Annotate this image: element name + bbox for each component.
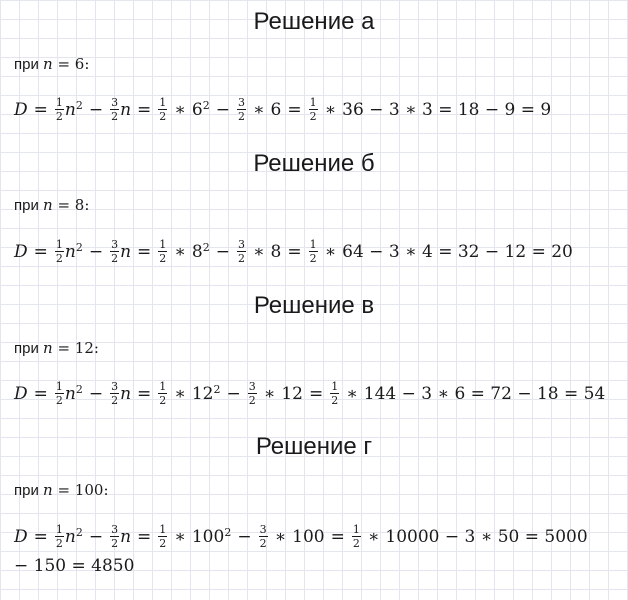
section-c-heading: Решение в: [253, 292, 375, 319]
section-a-heading: Решение а: [253, 8, 375, 35]
section-b-equation: D = $\frac{1}{2}$ n $^2$ − $\frac{3}{2}$ n = $\frac{1}{2}$ ∗ 8 $^2$ − $\frac{3}{2}$ ∗ 8 = $\frac{1}{2}$ ∗ 64 − 3 ∗ 4 = 32 − 12 = 20: [14, 238, 573, 265]
section-b-condition: при n = 8:: [14, 196, 90, 214]
section-d-equation: D = $\frac{1}{2}$ n $^2$ − $\frac{3}{2}$ n = $\frac{1}{2}$ ∗ 100 $^2$ − $\frac{3}{2}$ ∗ 100 = $\frac{1}{2}$ ∗ 10000 − 3 ∗ 50 = 5000: [14, 523, 588, 550]
section-a-condition: при n = 6:: [14, 55, 90, 73]
section-b-heading: Решение б: [253, 150, 375, 177]
section-c-condition: при n = 12:: [14, 339, 99, 357]
section-d-heading: Решение г: [255, 433, 373, 460]
section-d-equation-continuation: − 150 = 4850: [14, 556, 135, 576]
section-c-equation: D = $\frac{1}{2}$ n $^2$ − $\frac{3}{2}$ n = $\frac{1}{2}$ ∗ 12 $^2$ − $\frac{3}{2}$ ∗ 12 = $\frac{1}{2}$ ∗ 144 − 3 ∗ 6 = 72 − 18 = 54: [14, 380, 606, 407]
section-a-equation: D = $\frac{1}{2}$ n $^2$ − $\frac{3}{2}$ n = $\frac{1}{2}$ ∗ 6 $^2$ − $\frac{3}{2}$ ∗ 6 = $\frac{1}{2}$ ∗ 36 − 3 ∗ 3 = 18 − 9 = 9: [14, 96, 552, 123]
section-d-condition: при n = 100:: [14, 481, 109, 499]
